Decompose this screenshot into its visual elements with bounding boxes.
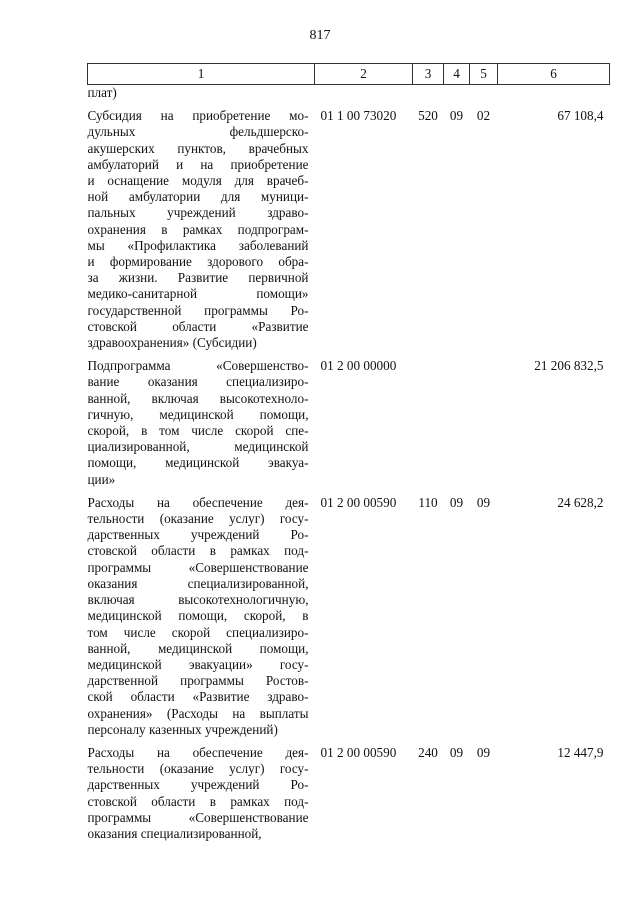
- budget-code-cell: 01 2 00 00590: [320, 744, 397, 760]
- row-spacer-cell: [88, 101, 610, 108]
- section-cell: 09: [449, 744, 464, 760]
- section-cell: [444, 358, 470, 488]
- item-name-cell: [88, 358, 315, 488]
- amount-cell: 12 447,9: [557, 744, 604, 760]
- subsection-cell: 09: [476, 744, 491, 760]
- item-name-line: медицинской эвакуации» госу-: [87, 656, 309, 672]
- amount-cell: 21 206 832,5: [534, 358, 604, 374]
- item-name-line: ванной, включая высокотехноло-: [87, 390, 309, 406]
- header-col-2: 2: [315, 64, 413, 85]
- section-cell: 09: [449, 108, 464, 124]
- subsection-cell: 09: [476, 494, 491, 510]
- item-name-line: гичную, медицинской помощи,: [87, 406, 309, 422]
- table-row: [88, 358, 610, 488]
- amount-cell: 24 628,2: [557, 494, 604, 510]
- table-row: [88, 85, 610, 102]
- amount-cell: 67 108,4: [557, 108, 604, 124]
- item-name-line: стовской области в рамках под-: [87, 543, 309, 559]
- item-name-line: охранения» (Расходы на выплаты: [87, 705, 309, 721]
- item-name-line: стовской области в рамках под-: [87, 793, 309, 809]
- item-name-line: ванной, медицинской помощи,: [87, 640, 309, 656]
- row-spacer: [88, 738, 610, 745]
- item-name-line: дарственных учреждений Ро-: [87, 777, 309, 793]
- header-row: [88, 64, 610, 85]
- item-name-line: Расходы на обеспечение дея-: [87, 744, 309, 760]
- item-name-line: плат): [87, 85, 117, 100]
- item-name-line: здравоохранения» (Субсидии): [87, 335, 257, 351]
- table-body: [88, 85, 610, 843]
- item-name-line: тельности (оказание услуг) госу-: [87, 511, 309, 527]
- item-name-line: вание оказания специализиро-: [87, 374, 309, 390]
- budget-code-cell: [315, 85, 413, 102]
- item-name-line: циализированной, медицинской: [87, 439, 309, 455]
- row-spacer: [88, 488, 610, 495]
- header-col-3: 3: [413, 64, 444, 85]
- expense-type-cell: 110: [418, 494, 438, 510]
- item-name-line: Субсидия на приобретение мо-: [87, 108, 309, 124]
- budget-code-cell: 01 2 00 00590: [320, 494, 397, 510]
- item-name-line: и оснащение модуля для врачеб-: [87, 173, 309, 189]
- section-cell: 09: [449, 494, 464, 510]
- item-name-line: амбулаторий и на приобретение: [87, 156, 309, 172]
- item-name-line: том числе скорой специализиро-: [87, 624, 309, 640]
- item-name-line: ной амбулатории для муници-: [87, 189, 309, 205]
- item-name-line: тельности (оказание услуг) госу-: [87, 761, 309, 777]
- item-name-line: помощи, медицинской эвакуа-: [87, 455, 309, 471]
- item-name-cell: [88, 108, 315, 351]
- item-name-line: охранения в рамках подпрограм-: [87, 221, 309, 237]
- item-name-line: акушерских пунктов, врачебных: [87, 140, 309, 156]
- item-name-line: медицинской помощи, скорой, в: [87, 608, 309, 624]
- table-row: [88, 495, 610, 738]
- budget-code-cell: 01 2 00 00000: [320, 358, 397, 374]
- row-spacer-cell: [88, 738, 610, 745]
- expense-type-cell: 240: [418, 744, 438, 760]
- table-header: [88, 64, 610, 85]
- item-name-line: мы «Профилактика заболеваний: [87, 237, 309, 253]
- header-col-4: 4: [444, 64, 470, 85]
- row-spacer: [88, 351, 610, 358]
- subsection-cell: 02: [476, 108, 491, 124]
- item-name-line: дарственных учреждений Ро-: [87, 527, 309, 543]
- item-name-line: ской области «Развитие здраво-: [87, 689, 309, 705]
- budget-table: [87, 63, 610, 842]
- item-name-line: и формирование здорового обра-: [87, 254, 309, 270]
- item-name-cell: [88, 495, 315, 738]
- item-name-line: ции»: [87, 471, 116, 487]
- item-name-line: пальных учреждений здраво-: [87, 205, 309, 221]
- item-name-line: программы «Совершенствование: [87, 809, 309, 825]
- item-name-line: персоналу казенных учреждений): [87, 721, 278, 737]
- page-number: 817: [309, 28, 331, 43]
- item-name-line: дульных фельдшерско-: [87, 124, 309, 140]
- item-name-line: Подпрограмма «Совершенство-: [87, 358, 309, 374]
- row-spacer: [88, 101, 610, 108]
- row-spacer-cell: [88, 351, 610, 358]
- item-name-line: государственной программы Ро-: [87, 302, 309, 318]
- item-name-line: программы «Совершенствование: [87, 559, 309, 575]
- item-name-line: за жизни. Развитие первичной: [87, 270, 309, 286]
- expense-type-cell: 520: [418, 108, 438, 124]
- item-name-cell: [88, 85, 315, 102]
- header-col-5: 5: [470, 64, 498, 85]
- subsection-cell: [470, 358, 498, 488]
- header-col-1: 1: [88, 64, 315, 85]
- row-spacer-cell: [88, 488, 610, 495]
- item-name-cell: [88, 745, 315, 842]
- item-name-line: медико-санитарной помощи»: [87, 286, 309, 302]
- expense-type-cell: [413, 85, 444, 102]
- budget-code-cell: 01 1 00 73020: [320, 108, 397, 124]
- item-name-line: скорой, в том числе скорой спе-: [87, 423, 309, 439]
- item-name-line: включая высокотехнологичную,: [87, 592, 309, 608]
- table-row: [88, 745, 610, 842]
- amount-cell: [498, 85, 610, 102]
- item-name-line: оказания специализированной,: [87, 825, 262, 841]
- header-col-6: 6: [498, 64, 610, 85]
- table-row: [88, 108, 610, 351]
- expense-type-cell: [413, 358, 444, 488]
- item-name-line: оказания специализированной,: [87, 575, 309, 591]
- item-name-line: дарственной программы Ростов-: [87, 673, 309, 689]
- section-cell: [444, 85, 470, 102]
- item-name-line: Расходы на обеспечение дея-: [87, 494, 309, 510]
- item-name-line: стовской области «Развитие: [87, 318, 309, 334]
- subsection-cell: [470, 85, 498, 102]
